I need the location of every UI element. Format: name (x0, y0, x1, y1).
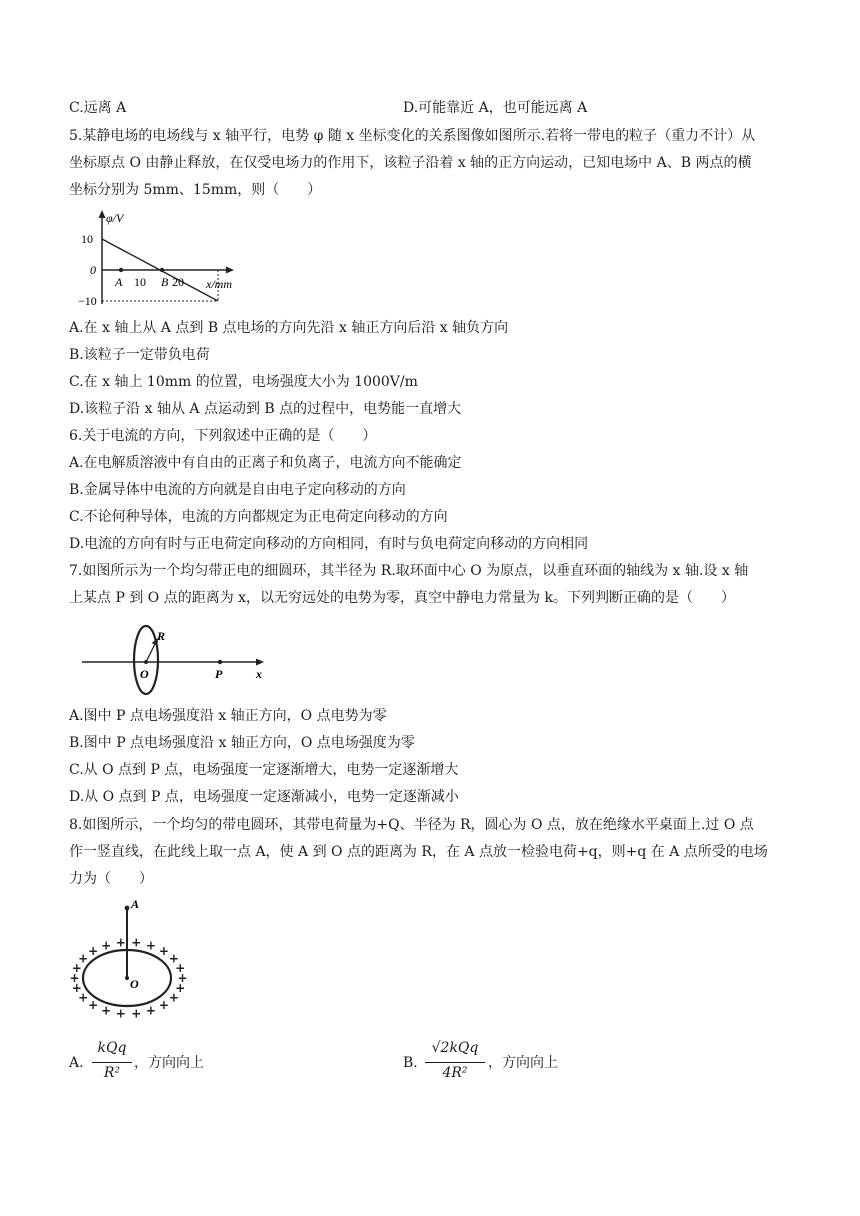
q8-option-b-denominator: 4R² (442, 1065, 468, 1081)
q8-plus-sign: + (88, 998, 99, 1013)
q4-option-d: D.可能靠近 A，也可能远离 A (403, 100, 588, 116)
q5-point-b-label: B (161, 275, 169, 289)
q8-option-a-suffix: ，方向向上 (134, 1055, 204, 1071)
q7-option-c: C.从 O 点到 P 点，电场强度一定逐渐增大，电势一定逐渐增大 (69, 762, 459, 778)
q8-plus-sign: + (168, 951, 179, 966)
q5-stem-line-1: 5.某静电场的电场线与 x 轴平行，电势 φ 随 x 坐标变化的关系图像如图所示.若将一带电的粒子（重力不计）从 (69, 128, 756, 144)
q7-stem-line-2: 上某点 P 到 O 点的距离为 x，以无穷远处的电势为零，真空中静电力常量为 k。下列判断正确的是（ ） (69, 590, 735, 606)
q7-option-d: D.从 O 点到 P 点，电场强度一定逐渐减小，电势一定逐渐减小 (69, 789, 459, 805)
q8-option-b-fraction-bar (425, 1062, 485, 1063)
q8-plus-sign: + (115, 1006, 126, 1021)
q5-stem-line-3: 坐标分别为 5mm、15mm，则（ ） (69, 182, 322, 198)
q8-plus-sign: + (71, 981, 82, 996)
q7-ring-figure (78, 616, 278, 698)
q8-option-a-fraction (92, 1040, 132, 1086)
q8-option-a-prefix: A. (69, 1055, 84, 1071)
q5-potential-graph (80, 208, 250, 308)
q6-option-d: D.电流的方向有时与正电荷定向移动的方向相同，有时与负电荷定向移动的方向相同 (69, 536, 589, 552)
q8-option-a-denominator: R² (103, 1065, 121, 1081)
q8-option-b-numerator: √2kQq (431, 1040, 479, 1056)
q8-label-o: O (130, 977, 139, 991)
q8-plus-sign: + (69, 971, 80, 985)
q8-plus-sign: + (175, 981, 186, 996)
q8-plus-sign: + (115, 935, 126, 950)
q8-plus-sign: + (177, 971, 188, 985)
q8-plus-sign: + (168, 990, 179, 1005)
q8-plus-sign: + (101, 1003, 112, 1018)
q8-option-b-fraction (425, 1040, 485, 1086)
q8-option-b-suffix: ，方向向上 (488, 1055, 558, 1071)
q6-stem: 6.关于电流的方向，下列叙述中正确的是（ ） (69, 428, 377, 444)
q5-ytick-neg10: −10 (78, 294, 97, 308)
q5-point-a-label: A (115, 275, 123, 289)
q5-xtick-20: 20 (172, 275, 184, 289)
q8-charged-ring-figure (70, 896, 190, 1022)
q5-option-a: A.在 x 轴上从 A 点到 B 点电场的方向先沿 x 轴正方向后沿 x 轴负方向 (69, 320, 509, 336)
q5-option-d: D.该粒子沿 x 轴从 A 点运动到 B 点的过程中，电势能一直增大 (69, 401, 462, 417)
q6-option-a: A.在电解质溶液中有自由的正离子和负离子，电流方向不能确定 (69, 455, 462, 471)
q8-plus-sign: + (78, 990, 89, 1005)
q8-plus-sign: + (131, 935, 142, 950)
q7-label-x: x (256, 667, 262, 681)
q8-plus-sign: + (158, 943, 169, 958)
q5-ytick-10: 10 (81, 232, 93, 246)
q7-label-o: O (140, 667, 149, 681)
q5-ylabel: φ/V (106, 211, 124, 225)
q8-plus-sign: + (145, 938, 156, 953)
q8-plus-sign: + (175, 960, 186, 975)
q5-ytick-0: 0 (90, 263, 96, 277)
q8-option-b-prefix: B. (403, 1055, 418, 1071)
q5-option-b: B.该粒子一定带负电荷 (69, 347, 210, 363)
q5-option-c: C.在 x 轴上 10mm 的位置，电场强度大小为 1000V/m (69, 374, 418, 390)
q8-label-a: A (131, 897, 140, 911)
q5-stem-line-2: 坐标原点 O 由静止释放，在仅受电场力的作用下，该粒子沿着 x 轴的正方向运动，已知电场中 A、B 两点的横 (69, 155, 752, 171)
q8-plus-sign: + (71, 960, 82, 975)
q5-xlabel: x/mm (206, 277, 232, 291)
q6-option-c: C.不论何种导体，电流的方向都规定为正电荷定向移动的方向 (69, 509, 448, 525)
q8-plus-sign: + (101, 938, 112, 953)
q8-stem-line-2: 作一竖直线，在此线上取一点 A，使 A 到 O 点的距离为 R，在 A 点放一检验电荷+q，则+q 在 A 点所受的电场 (69, 844, 768, 860)
q8-plus-sign: + (145, 1003, 156, 1018)
q7-option-a: A.图中 P 点电场强度沿 x 轴正方向，O 点电势为零 (69, 708, 387, 724)
q8-stem-line-1: 8.如图所示，一个均匀的带电圆环，其带电荷量为+Q、半径为 R，圆心为 O 点，放在绝缘水平桌面上.过 O 点 (69, 817, 754, 833)
q8-option-a-numerator: kQq (97, 1040, 127, 1056)
q8-plus-sign: + (78, 951, 89, 966)
q7-label-r: R (157, 629, 166, 643)
q8-option-a-fraction-bar (92, 1062, 132, 1063)
q8-plus-sign: + (158, 998, 169, 1013)
q5-xtick-10: 10 (134, 275, 146, 289)
q8-plus-sign: + (88, 943, 99, 958)
q7-stem-line-1: 7.如图所示为一个均匀带正电的细圆环，其半径为 R.取环面中心 O 为原点，以垂直环面的轴线为 x 轴.设 x 轴 (69, 563, 749, 579)
q6-option-b: B.金属导体中电流的方向就是自由电子定向移动的方向 (69, 482, 406, 498)
q4-option-c: C.远离 A (69, 100, 127, 116)
q7-label-p: P (215, 667, 223, 681)
q7-option-b: B.图中 P 点电场强度沿 x 轴正方向，O 点电场强度为零 (69, 735, 415, 751)
q8-stem-line-3: 力为（ ） (69, 871, 153, 887)
q8-plus-sign: + (131, 1006, 142, 1021)
